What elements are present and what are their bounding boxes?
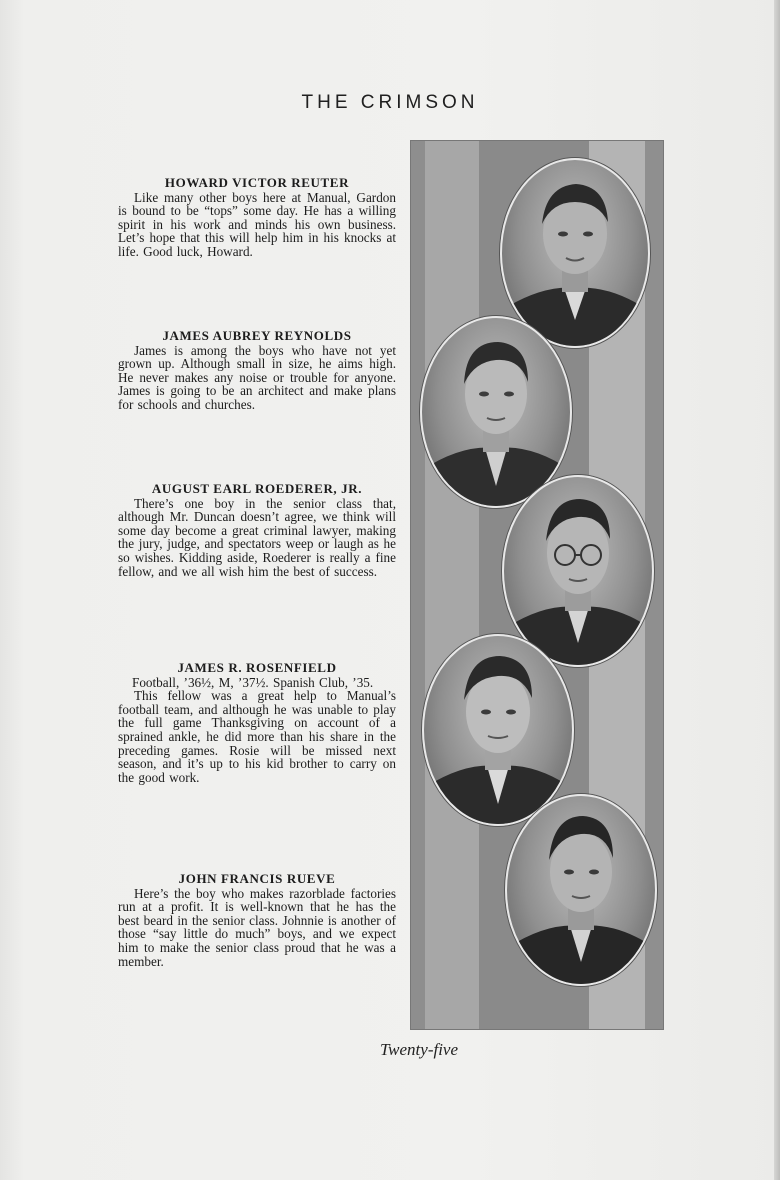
page-number: Twenty-five	[379, 1040, 459, 1059]
student-bio-text: Here’s the boy who makes razorblade factories run at a profit. It is well-known that he has the best beard in the senior class. Johnnie is another of those “say little do much” boys, and we expect him to make the senior class proud that he was a member.	[118, 885, 396, 969]
student-bio-text: Like many other boys here at Manual, Gardon is bound to be “tops” some day. He has a willing spirit in his work and minds his own business. Let’s hope that this will help him in his knocks at life. Good luck, Howard.	[118, 189, 396, 259]
bio-entry-rueve	[118, 872, 396, 968]
bio-entry-reuter	[118, 176, 396, 259]
portrait-reynolds	[420, 316, 572, 508]
student-name: JOHN FRANCIS RUEVE	[178, 871, 336, 886]
portrait-reuter	[500, 158, 650, 348]
student-name: HOWARD VICTOR REUTER	[164, 175, 350, 190]
student-name: JAMES AUBREY REYNOLDS	[162, 328, 352, 343]
bio-entry-roederer	[118, 482, 396, 578]
student-activities: Football, ’36½, M, ’37½. Spanish Club, ’35.	[132, 674, 374, 690]
running-head-title: THE CRIMSON	[301, 92, 479, 113]
bio-entry-rosenfield	[118, 661, 396, 784]
student-bio-text: This fellow was a great help to Manual’s football team, and although he was unable to play the full game Thanksgiving on account of a sprained ankle, he did more than his share in the preceding games. Rosie will be missed next season, and it’s up to his kid brother to carry on the good work.	[118, 688, 396, 785]
student-bio-text: James is among the boys who have not yet grown up. Although small in size, he aims high. He never makes any noise or trouble for anyone. James is going to be an architect and make plans for schools and churches.	[118, 342, 396, 412]
student-name: AUGUST EARL ROEDERER, JR.	[151, 481, 363, 496]
portrait-roederer	[502, 475, 654, 667]
student-bio-text: There’s one boy in the senior class that, although Mr. Duncan doesn’t agree, we think will some day become a great criminal lawyer, making the jury, judge, and spectators weep or laugh as he so wishes. Kidding aside, Roederer is really a fine fellow, and we all wish him the best of success.	[118, 495, 396, 579]
student-name: JAMES R. ROSENFIELD	[177, 660, 337, 675]
bio-entry-reynolds	[118, 329, 396, 412]
portrait-rueve	[505, 794, 657, 986]
page-edge	[774, 0, 780, 1180]
portrait-rosenfield	[422, 634, 574, 826]
